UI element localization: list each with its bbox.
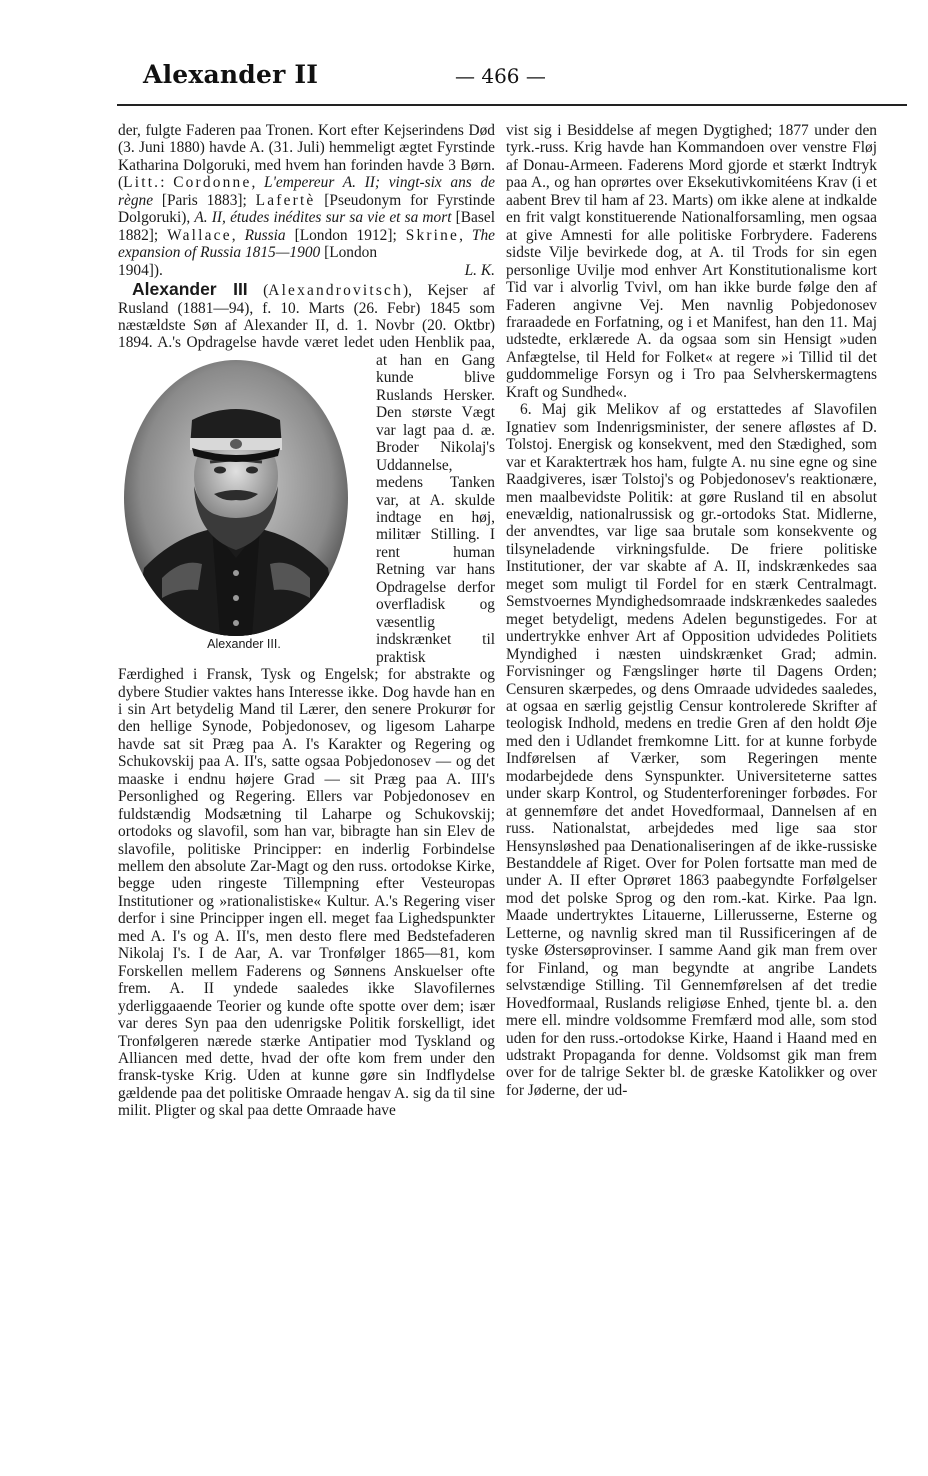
portrait-image bbox=[122, 358, 350, 638]
page-header-title: Alexander II bbox=[143, 60, 319, 89]
signature-line: 1904]). L. K. bbox=[118, 261, 495, 279]
entry-alexander-iii: Alexander III (Alexandrovitsch), Kejser af Rusland (1881—94), f. 10. Marts (26. Febr) 1845 som næstældste Søn af Alexander II, d. 1. Novbr (20. Oktbr) 1894. A.'s Opdragelse havde været ledet uden Henblik paa, at han en Gang Alexander III. kunde blive Ruslands Hersker. Den største Vægt var lagt paa d. æ. Broder Nikolaj's Uddannelse, medens Tanken var, at A. skulde indtage en høj, militær Stilling. I rent human Retning var hans Opdragelse derfor overfladisk og væsentlig indskrænket til praktisk Færdighed i Fransk, Tysk og Engelsk; for abstrakte og dybere Studier vaktes hans Interesse ikke. Dog havde han en i sin Art betydelig Mand til Lærer, den senere Prokurør for den hellige Synode, Pobjedonosev, og ligesom Laharpe havde sat sit Præg paa A. I's Karakter og Regering og Schukovskij paa A. II's, satte ogsaa Pobjedonosev — og det maaske i endnu højere Grad — sit Præg paa A. III's Personlighed og Regering. Ellers var Pobjedonosev en fuldstændig Modsætning til Laharpe og Schukovskij; ortodoks og slavofil, som han var, bibragte han sin Elev de slavofile, politiske Principper: en inderlig Forbindelse mellem den absolute Zar-Magt og den russ. ortodokse Kirke, begge uden ringeste Tillempning efter Vesteuropas Institutioner og »rationalistiske« Kultur. A.'s Regering viser derfor i sine Principper ingen ell. meget faa Lighedspunkter med A. I's og A. II's, men desto flere med Bedstefaderen Nikolaj I's. I de Aar, A. var Tronfølger 1865—81, kom Forskellen mellem Faderens og Sønnens Anskuelser ofte frem. A. II yndede saaledes ikke Slavofilernes yderliggaaende Teorier og kunde ofte spotte over dem; især var deres Syn paa den udenrigske Politik forskelligt, idet Tronfølgeren nærede stærke Antipatier mod Tyskland og Alliancen med dette, hvad der ofte kom frem under den fransk-tyske Krig. Uden at kunne gøre sin Indflydelse gældende paa det politiske Omraade hengav A. sig da til sine milit. Pligter og skal paa dette Omraade have bbox=[118, 279, 495, 1120]
header-rule bbox=[117, 104, 907, 106]
entry-text-continued: kunde blive Ruslands Hersker. Den største Vægt var lagt paa d. æ. Broder Nikolaj's Uddannelse, medens Tanken var, at A. skulde indtage en høj, militær Stilling. I rent human Retning var hans Opdragelse derfor overfladisk og væsentlig indskrænket til praktisk Færdighed i Fransk, Tysk og Engelsk; for abstrakte og dybere Studier vaktes hans Interesse ikke. Dog havde han en i sin Art betydelig Mand til Lærer, den senere Prokurør for den hellige Synode, Pobjedonosev, og ligesom Laharpe havde sat sit Præg paa A. I's Karakter og Regering og Schukovskij paa A. II's, satte ogsaa Pobjedonosev — og det maaske i endnu højere Grad — sit Præg paa A. III's Personlighed og Regering. Ellers var Pobjedonosev en fuldstændig Modsætning til Laharpe og Schukovskij; ortodoks og slavofil, som han var, bibragte han sin Elev de slavofile, politiske Principper: en inderlig Forbindelse mellem den absolute Zar-Magt og den russ. ortodokse Kirke, begge uden ringeste Tillempning efter Vesteuropas Institutioner og »rationalistiske« Kultur. A.'s Regering viser derfor i sine Principper ingen ell. meget faa Lighedspunkter med A. I's og A. II's, men desto flere med Bedstefaderen Nikolaj I's. I de Aar, A. var Tronfølger 1865—81, kom Forskellen mellem Faderens og Sønnens Anskuelser ofte frem. A. II yndede saaledes ikke Slavofilernes yderliggaaende Teorier og kunde ofte spotte over dem; især var deres Syn paa den udenrigske Politik forskelligt, idet Tronfølgeren nærede stærke Antipatier mod Tyskland og Alliancen med dette, hvad der ofte kom frem under den fransk-tyske Krig. Uden at kunne gøre sin Indflydelse gældende paa det politiske Omraade hengav A. sig da til sine milit. Pligter og skal paa dette Omraade have bbox=[118, 369, 495, 1120]
portrait-figure bbox=[118, 352, 370, 652]
paragraph-right-2: 6. Maj gik Melikov af og erstattedes af Slavofilen Ignatiev som Indenrigsminister, der senere afløstes af D. Tolstoj. Energisk og konsekvent, med den Stædighed, som var et Karaktertræk hos ham, fulgte A. nu sine egne og sine Raadgiveres, især Tolstoj's og Pobjedonosev's reaktionære, men maalbevidste Politik: at gøre Rusland til en absolut enevældig, nationalrussisk og gr.-ortodoks Stat. Midlerne, der anvendtes, var lige saa brutale som konsekvente og tilsyneladende virkningsfulde. De friere politiske Institutioner, der var skabte af A. II, indskrænkedes saa meget som muligt til Fordel for en stærk Centralmagt. Semstvoernes Myndighedsomraade indskrænkedes saaledes meget betydeligt, medens Adelen begunstigedes. For at undertrykke enhver Art af Opposition udvidedes Politiets Myndighed i næsten uindskrænket Grad; admin. Forvisninger og Fængslinger hørte til Dagens Orden; Censuren skærpedes, og dens Omraade udvidedes saaledes, at ogsaa en særlig gejstlig Censur kontrolerede Skrifter af teologisk Indhold, medens en tredie Gren af den holdt Øje med den i Udlandet fremkomne Litt. for at kunne forbyde Indførelsen af Værker, som Regeringen mente modarbejdede dens Synspunkter. Universiteterne sattes under skarp Kontrol, og Studenterforeninger forbødes. For at gennemføre det andet Hovedformaal, Dannelsen af en russ. Nationalstat, arbejdedes med lige saa stor Hensynsløshed paa Denationaliseringen af de ikke-russiske Bestanddele af Riget. Over for Polen fortsatte man med de under A. II efter Oprøret 1863 paabegyndte Forfølgelser mod det polske Sprog og den rom.-kat. Kirke. Paa lgn. Maade undertryktes Litauerne, Lillerusserne, Esterne og Letterne, og navnlig skred man til Russificeringen af de tyske Østersøprovinser. I samme Aand gik man frem over for Finland, og man begyndte at angribe Landets selvstændige Stilling. Til Gennemførelsen af det tredie Hovedformaal, Ruslands religiøse Enhed, tjente bl. a. den mere ell. mindre voldsomme Fremfærd mod alle, som stod uden for den russ.-ortodokse Kirke, Haand i Haand med en udstrakt Propaganda for denne. Voldsomst gik man frem over for de talrige Sekter bl. de græske Katolikker og over for Jøderne, der ud- bbox=[506, 401, 877, 1099]
paragraph-right-1: vist sig i Besiddelse af megen Dygtighed; 1877 under den tyrk.-russ. Krig havde han Kommandoen over venstre Fløj af Donau-Armeen. Faderens Mord gjorde et stærkt Indtryk paa A., og han oprørtes over Eksekutivkomitéens Krav (i et aabent Brev til ham af 23. Marts) om ikke alene at indkalde en frit valgt konstituerende Nationalforsamling, men ogsaa at give Amnesti for alle politiske Forbrydere. Faderens sidste Vilje bevirkede dog, at A. til Trods for sin egen personlige Uvilje mod enhver Art Konstitutionalisme kort Tid var i alvorlig Tvivl, om han ikke burde følge den af Faderen angivne Vej. Men navnlig Pobjedonosev fraraadede en Forfatning, og i et Manifest, han den 11. Maj udstedte, erklærede A. da ogsaa som sin Hensigt »uden Anfægtelse, til Held for Folket« at regere »i Tillid til det guddommelige Forsyn og i Tro paa Selvherskermagtens Kraft og Sundhed«. bbox=[506, 122, 877, 401]
left-column bbox=[118, 122, 495, 1120]
right-column bbox=[506, 122, 877, 1099]
portrait-caption: Alexander III. bbox=[207, 636, 281, 651]
entry-headword: Alexander III bbox=[132, 279, 248, 300]
entry-text-start: ), Kejser af Rusland (1881—94), f. 10. Marts (26. Febr) 1845 som næstældste Søn af Alexander II, d. 1. Novbr (20. Oktbr) 1894. A.'s Opdragelse havde været ledet uden Henblik paa, at han en Gang bbox=[118, 282, 495, 369]
page-number: — 466 — bbox=[455, 64, 546, 88]
author-signature: L. K. bbox=[464, 261, 495, 279]
paragraph-alexander-ii-end: der, fulgte Faderen paa Tronen. Kort efter Kejserindens Død (3. Juni 1880) havde A. (31. Juli) hemmeligt ægtet Fyrstinde Katharina Dolgoruki, med hvem han forinden havde 3 Børn. (Litt.: Cordonne, L'empereur A. II; vingt-six ans de règne [Paris 1883]; Lafertè [Pseudonym for Fyrstinde Dolgoruki), A. II, études inédites sur sa vie et sa mort [Basel 1882]; Wallace, Russia [London 1912]; Skrine, The expansion of Russia 1815—1900 [London bbox=[118, 122, 496, 262]
